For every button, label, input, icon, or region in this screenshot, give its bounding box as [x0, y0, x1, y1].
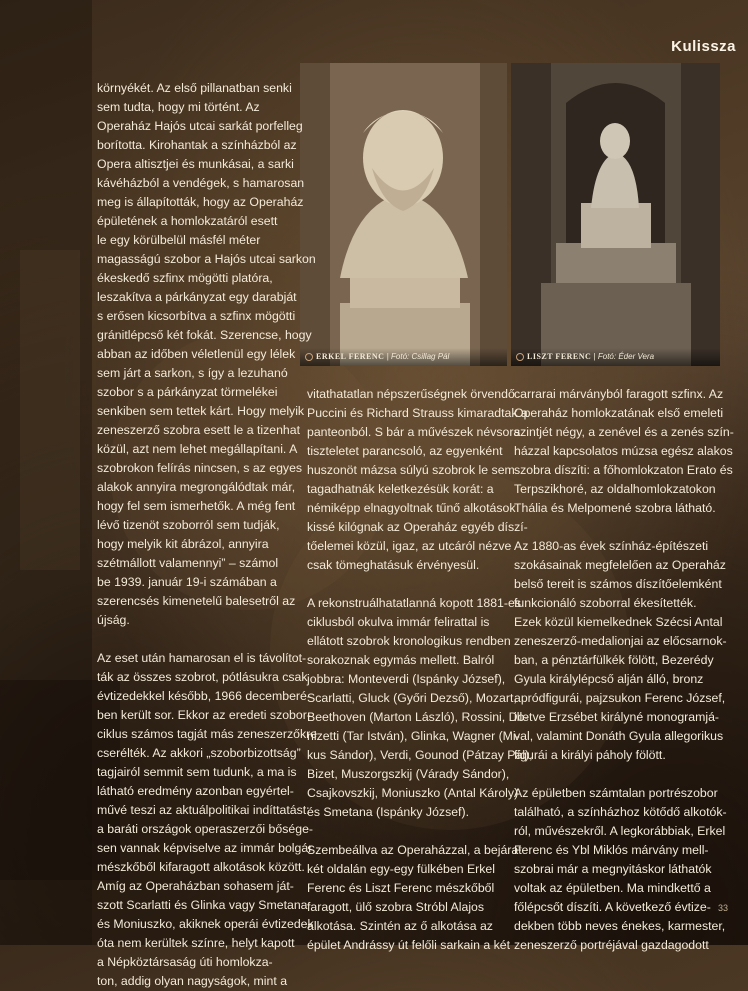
text-line: ellátott szobrok kronologikus rendben [307, 634, 511, 648]
text-line: Operaház Hajós utcai sarkát porfelleg [97, 119, 303, 133]
erkel-bust-illustration [300, 63, 507, 366]
text-line: ról, művészekről. A legkorábbiak, Erkel [514, 824, 726, 838]
text-line: környékét. Az első pillanatban senki [97, 81, 292, 95]
text-line: hogy fel sem ismerhetők. A még fent [97, 499, 296, 513]
caption-separator: | [386, 352, 392, 361]
text-line: látható eredmény azonban egyértel- [97, 784, 294, 798]
text-line: val, valamint Donáth Gyula allegorikus [514, 729, 724, 743]
text-line: zeneszerző szobra esett le a tizenhat [97, 423, 301, 437]
text-line: Az 1880-as évek színház-építészeti [514, 539, 709, 553]
text-line: szobrai már a megnyitáskor láthatók [514, 862, 712, 876]
text-line: ban, a pénztárfülkék fölött, Bezerédy [514, 653, 714, 667]
text-line: szintjét négy, a zenével és a zenés szín- [514, 425, 734, 439]
photo-caption [511, 348, 720, 366]
text-line: szétmállott valamennyi” – számol [97, 556, 279, 570]
caption-dot-icon [516, 353, 524, 361]
photo-caption [300, 348, 507, 366]
text-line: mészkőből kifaragott alkotások között. [97, 860, 305, 874]
text-line: tagjairól semmit sem tudunk, a ma is [97, 765, 297, 779]
text-line: Thália és Melpomené szobra látható. [514, 501, 716, 515]
text-line: Bizet, Muszorgszkij (Várady Sándor), [307, 767, 510, 781]
text-line: funkcionáló szoborral ékesítették. [514, 596, 697, 610]
text-line: jobbra: Monteverdi (Ispánky József), [307, 672, 506, 686]
caption-name: ERKEL FERENC [316, 352, 385, 361]
text-line: található, a színházhoz kötődő alkotók- [514, 805, 727, 819]
text-line: alkotása. Szintén az ő alkotása az [307, 919, 493, 933]
text-line: a baráti országok operaszerzői bősége- [97, 822, 314, 836]
text-line: s erősen kicsorbítva a szfinx mögötti [97, 309, 296, 323]
text-line: ciklusból okulva immár felirattal is [307, 615, 490, 629]
text-line: panteonból. S bár a művészek névsora [307, 425, 521, 439]
text-line: Az eset után hamarosan el is távolítot- [97, 651, 307, 665]
text-column-1 [97, 79, 317, 991]
text-line: magasságú szobor a Hajós utcai sarkon [97, 252, 316, 266]
text-line: és Moniuszko, akiknek operái évtizedek [97, 917, 314, 931]
caption-separator: | [593, 352, 598, 361]
text-line: Beethoven (Marton László), Rossini, Do- [307, 710, 529, 724]
text-line: Ezek közül kiemelkednek Szécsi Antal [514, 615, 723, 629]
text-line: apródfigurái, pajzsukon Ferenc József, [514, 691, 726, 705]
text-line: ták az összes szobrot, pótlásukra csak [97, 670, 308, 684]
text-line: kávéházból a vendégek, s hamarosan [97, 176, 305, 190]
text-line: leszakítva a párkányzat egy darabját [97, 290, 297, 304]
text-line: Ferenc és Liszt Ferenc mészkőből [307, 881, 495, 895]
section-title: Kulissza [671, 38, 736, 55]
text-line: Opera altisztjei és munkásai, a sarki [97, 157, 294, 171]
text-line: tagadhatnák keletkezésük korát: a [307, 482, 494, 496]
caption-credit: Fotó: Csillag Pál [391, 352, 450, 361]
text-line: művé teszi az aktuálpolitikai indíttatást: [97, 803, 310, 817]
text-line: tőelemei közül, igaz, az utcáról nézve [307, 539, 512, 553]
text-line: Csajkovszkij, Moniuszko (Antal Károly) [307, 786, 519, 800]
text-line: főlépcsőt díszíti. A következő évtize- [514, 900, 711, 914]
text-line: figurái a királyi páholy fölött. [514, 748, 666, 762]
text-line: Gyula királylépcső alján álló, bronz [514, 672, 704, 686]
text-line: voltak az épületben. Ma mindkettő a [514, 881, 711, 895]
text-line: Ferenc és Ybl Miklós márvány mell- [514, 843, 709, 857]
text-line: szobor s a párkányzat törmelékei [97, 385, 278, 399]
text-line: illetve Erzsébet királyné monogramjá- [514, 710, 720, 724]
text-line: két oldalán egy-egy fülkében Erkel [307, 862, 495, 876]
text-line: sen vannak képviselve az immár bolgár [97, 841, 313, 855]
page-number: 33 [717, 903, 728, 913]
text-line: ben került sor. Ekkor az eredeti szobor- [97, 708, 311, 722]
text-line: borította. Kirohantak a színházból az [97, 138, 297, 152]
text-line: kissé kilógnak az Operaház egyéb díszí- [307, 520, 528, 534]
text-line: Terpszikhoré, az oldalhomlokzatokon [514, 482, 716, 496]
text-line: szobra díszíti: a főhomlokzaton Erato és [514, 463, 733, 477]
text-column-3 [514, 385, 734, 955]
text-line: A rekonstruálhatatlanná kopott 1881-es [307, 596, 521, 610]
text-line: sem tudta, hogy mi történt. Az [97, 100, 260, 114]
text-line: lévő tizenöt szoborról sem tudják, [97, 518, 280, 532]
caption-credit: Fotó: Éder Vera [597, 352, 655, 361]
text-line: a Népköztársaság úti homlokza- [97, 955, 273, 969]
text-line: sem járt a sarkon, s így a lezuhanó [97, 366, 288, 380]
text-line: ékeskedő szfinx mögötti platóra, [97, 271, 273, 285]
erkel-ferenc-photo [300, 63, 507, 366]
text-line: zeneszerző-medalionjai az előcsarnok- [514, 634, 727, 648]
text-line: dekben több neves énekes, karmester, [514, 919, 726, 933]
text-line: Operaház homlokzatának első emeleti [514, 406, 724, 420]
text-line: senkiben sem tettek kárt. Hogy melyik [97, 404, 305, 418]
text-line: huszonöt mázsa súlyú szobrok le sem [307, 463, 515, 477]
text-line: tiszteletet parancsoló, az egyenként [307, 444, 503, 458]
text-column-2 [307, 385, 533, 955]
text-line: zeneszerző portréjával gazdagodott [514, 938, 709, 952]
text-line: óta nem kerültek színre, helyt kapott [97, 936, 295, 950]
text-line: ciklus számos tagját más zeneszerzőkre [97, 727, 318, 741]
text-line: szerencsés kimenetelű balesetről az [97, 594, 296, 608]
text-line: faragott, ülő szobra Stróbl Alajos [307, 900, 485, 914]
text-line: Puccini és Richard Strauss kimaradtak a [307, 406, 528, 420]
liszt-statue-illustration [511, 63, 720, 366]
text-line: némiképp elnagyoltnak tűnő alkotások [307, 501, 516, 515]
text-line: szokásainak megfelelően az Operaház [514, 558, 726, 572]
text-line: meg is állapították, hogy az Operaház [97, 195, 304, 209]
text-line: kus Sándor), Verdi, Gounod (Pátzay Pál), [307, 748, 533, 762]
text-line: Scarlatti, Gluck (Győri Dezső), Mozart, [307, 691, 517, 705]
text-line: carrarai márványból faragott szfinx. Az [514, 387, 724, 401]
text-line: házzal kapcsolatos múzsa egész alakos [514, 444, 733, 458]
text-line: közül, azt nem lehet megállapítani. A [97, 442, 298, 456]
text-line: és Smetana (Ispánky József). [307, 805, 469, 819]
text-line: csak tömeghatásuk érvényesül. [307, 558, 480, 572]
text-line: épületének a homlokzatáról esett [97, 214, 278, 228]
text-line: hogy melyik kit ábrázol, annyira [97, 537, 269, 551]
liszt-ferenc-photo [511, 63, 720, 366]
text-line: épület Andrássy út felőli sarkain a két [307, 938, 511, 952]
text-line: vitathatatlan népszerűségnek örvendő [307, 387, 515, 401]
text-line: cserélték. Az akkori „szoborbizottság” [97, 746, 301, 760]
text-line: alakok annyira megrongálódtak már, [97, 480, 296, 494]
text-line: újság. [97, 613, 130, 627]
text-line: évtizedekkel később, 1966 decemberé- [97, 689, 311, 703]
caption-name: LISZT FERENC [527, 352, 592, 361]
text-line: szobrokon felírás nincsen, s az egyes [97, 461, 303, 475]
text-line: sorakoznak egymás mellett. Balról [307, 653, 495, 667]
text-line: gránitlépcső két fokát. Szerencse, hogy [97, 328, 312, 342]
text-line: Szembeállva az Operaházzal, a bejárat [307, 843, 522, 857]
text-line: ton, addig olyan nagyságok, mint a [97, 974, 288, 988]
text-line: Az épületben számtalan portrészobor [514, 786, 718, 800]
text-line: belső tereit is számos díszítőelemként [514, 577, 722, 591]
text-line: abban az időben véletlenül egy lélek [97, 347, 296, 361]
text-line: Amíg az Operaházban sohasem ját- [97, 879, 294, 893]
text-line: le egy körülbelül másfél méter [97, 233, 261, 247]
text-line: be 1939. január 19-i számában a [97, 575, 277, 589]
text-line: nizetti (Tar István), Glinka, Wagner (Mi- [307, 729, 520, 743]
text-line: szott Scarlatti és Glinka vagy Smetana [97, 898, 308, 912]
